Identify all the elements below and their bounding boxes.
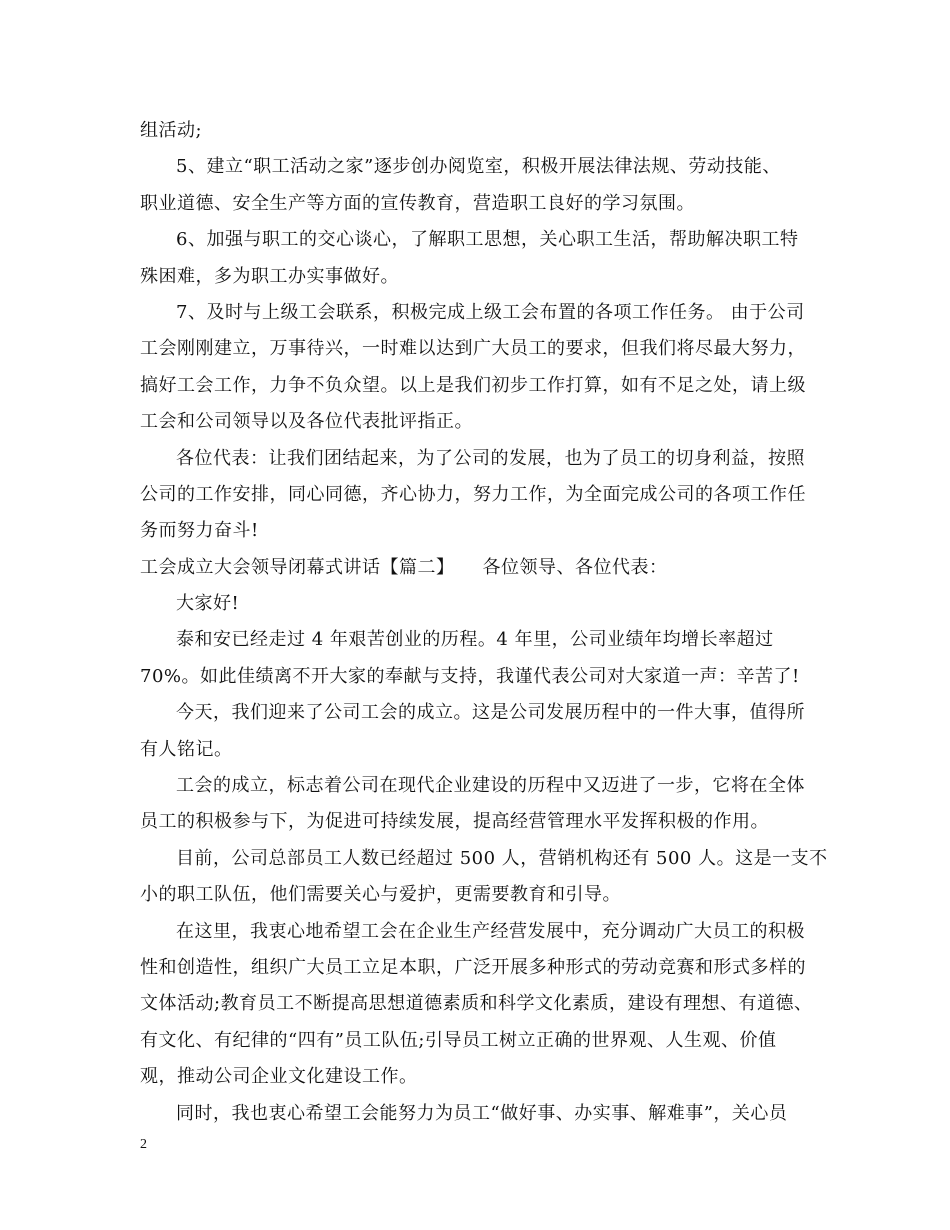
text-line: 70%。如此佳绩离不开大家的奉献与支持，我谨代表公司对大家道一声：辛苦了! — [140, 665, 800, 687]
text-line: 5、建立“职工活动之家”逐步创办阅览室，积极开展法律法规、劳动技能、 — [176, 156, 781, 178]
text-line: 在这里，我衷心地希望工会在企业生产经营发展中，充分调动广大员工的积极 — [176, 920, 805, 942]
page-number: 2 — [140, 1137, 147, 1152]
text-line: 务而努力奋斗! — [140, 520, 259, 542]
text-line: 工会的成立，标志着公司在现代企业建设的历程中又迈进了一步，它将在全体 — [176, 775, 805, 797]
text-line: 目前，公司总部员工人数已经超过 500 人，营销机构还有 500 人。这是一支不 — [176, 847, 828, 869]
text-line: 性和创造性，组织广大员工立足本职，广泛开展多种形式的劳动竞赛和形式多样的 — [140, 956, 806, 978]
text-line: 6、加强与职工的交心谈心，了解职工思想，关心职工生活，帮助解决职工特 — [176, 229, 799, 251]
text-line: 员工的积极参与下，为促进可持续发展，提高经营管理水平发挥积极的作用。 — [140, 811, 769, 833]
text-line: 工会和公司领导以及各位代表批评指正。 — [140, 411, 473, 433]
text-line: 7、及时与上级工会联系，积极完成上级工会布置的各项工作任务。 由于公司 — [176, 301, 805, 323]
text-line: 工会成立大会领导闭幕式讲话【篇二】 各位领导、各位代表： — [140, 556, 668, 578]
text-line: 工会刚刚建立，万事待兴，一时难以达到广大员工的要求，但我们将尽最大努力， — [140, 338, 806, 360]
text-line: 公司的工作安排，同心同德，齐心协力，努力工作，为全面完成公司的各项工作任 — [140, 483, 806, 505]
text-line: 文体活动;教育员工不断提高思想道德素质和科学文化素质，建设有理想、有道德、 — [140, 993, 813, 1015]
text-line: 搞好工会工作，力争不负众望。以上是我们初步工作打算，如有不足之处，请上级 — [140, 374, 806, 396]
text-line: 各位代表：让我们团结起来，为了公司的发展，也为了员工的切身利益，按照 — [176, 447, 805, 469]
text-line: 小的职工队伍，他们需要关心与爱护，更需要教育和引导。 — [140, 884, 621, 906]
text-line: 有文化、有纪律的“四有”员工队伍;引导员工树立正确的世界观、人生观、价值 — [140, 1029, 777, 1051]
text-line: 大家好! — [176, 593, 240, 615]
text-line: 有人铭记。 — [140, 738, 233, 760]
text-line: 观，推动公司企业文化建设工作。 — [140, 1066, 418, 1088]
text-line: 职业道德、安全生产等方面的宣传教育，营造职工良好的学习氛围。 — [140, 192, 695, 214]
text-line: 殊困难，多为职工办实事做好。 — [140, 265, 399, 287]
text-line: 今天，我们迎来了公司工会的成立。这是公司发展历程中的一件大事，值得所 — [176, 702, 805, 724]
text-line: 同时，我也衷心希望工会能努力为员工“做好事、办实事、解难事”，关心员 — [176, 1102, 788, 1124]
document-body — [140, 113, 828, 1132]
text-line: 组活动; — [140, 120, 203, 141]
text-line: 泰和安已经走过 4 年艰苦创业的历程。4 年里，公司业绩年均增长率超过 — [176, 629, 774, 651]
